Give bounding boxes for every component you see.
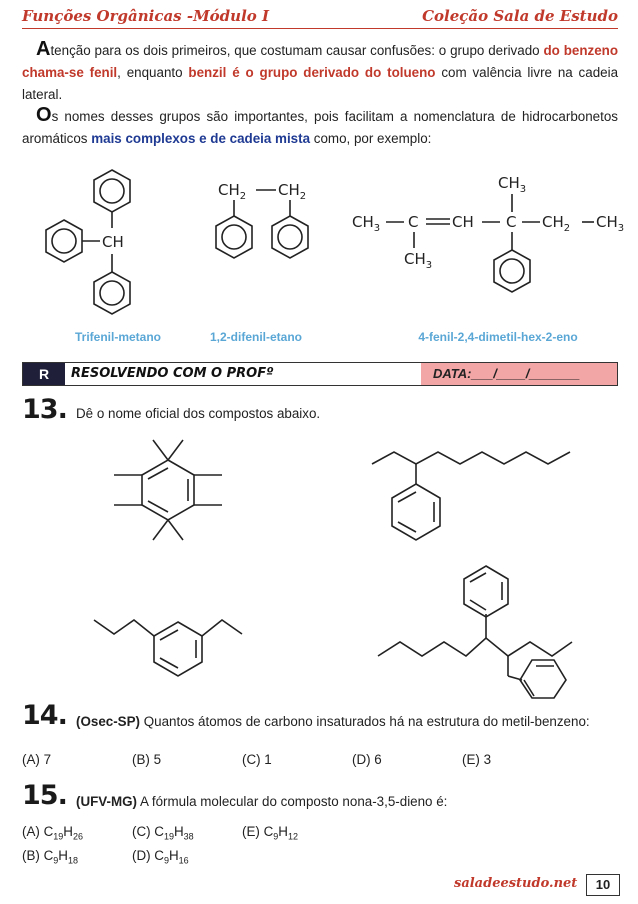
header-rule — [22, 28, 618, 29]
question-15-text — [76, 794, 447, 809]
option-e[interactable]: (E) $C_9H_{12}$ — [242, 824, 298, 842]
svg-text:CH: CH — [452, 213, 474, 231]
section-tag: R — [23, 363, 65, 385]
option-d[interactable]: (D) 6 — [352, 752, 382, 767]
question-15-source: (UFV-MG) — [76, 794, 137, 809]
caption-fenil-dimetil-hexeno: 4-fenil-2,4-dimetil-hex-2-eno — [418, 330, 578, 344]
question-13-structures — [22, 434, 622, 700]
footer-site: saladeestudo.net — [454, 876, 578, 891]
svg-text:CH3: $CH_3$ — [404, 250, 433, 271]
svg-text:CH2: $CH_2$ — [542, 213, 571, 234]
question-14-text — [22, 712, 618, 731]
svg-text:C: C — [506, 213, 517, 231]
text: com valência livre na cadeia lateral. — [22, 65, 619, 102]
example-structures — [22, 160, 625, 350]
option-c[interactable]: (C) 1 — [242, 752, 272, 767]
option-b[interactable]: (B) 5 — [132, 752, 162, 767]
section-bar — [22, 362, 618, 386]
question-15-number: 15. — [22, 780, 67, 811]
option-e[interactable]: (E) 3 — [462, 752, 492, 767]
option-a[interactable]: (A) 7 — [22, 752, 52, 767]
header-collection-title: Coleção Sala de Estudo — [422, 7, 618, 25]
text: s nomes desses grupos são importantes, pois facilitam a nomenclatura de hidrocarbonetos aromáticos — [22, 109, 618, 146]
ch-label: CH — [102, 233, 124, 251]
question-14-number: 14. — [22, 700, 67, 731]
drop-cap: O — [36, 104, 52, 126]
svg-text:CH3: $CH_3$ — [352, 213, 381, 234]
highlight-fenil: do benzeno chama-se fenil — [22, 43, 619, 80]
caption-difenil-etano: 1,2-difenil-etano — [209, 330, 302, 344]
option-b[interactable]: (B) $C_9H_{18}$ — [22, 848, 78, 866]
drop-cap: A — [36, 38, 51, 60]
intro-paragraph-1 — [22, 38, 618, 106]
text: como, por exemplo: — [310, 131, 432, 146]
question-13-text: Dê o nome oficial dos compostos abaixo. — [76, 406, 321, 421]
option-c[interactable]: (C) $C_{19}H_{38}$ — [132, 824, 194, 842]
svg-text:C: C — [408, 213, 419, 231]
section-title: RESOLVENDO COM O PROFº — [71, 366, 274, 381]
svg-text:CH3: $CH_3$ — [596, 213, 625, 234]
text: Quantos átomos de carbono insaturados há na estrutura do metil-benzeno: — [140, 714, 590, 729]
highlight-benzil: benzil é o grupo derivado do tolueno — [188, 65, 436, 80]
header-module-title: Funções Orgânicas -Módulo I — [22, 7, 270, 25]
text: tenção para os dois primeiros, que costumam causar confusões: o grupo derivado — [50, 43, 544, 58]
svg-text:CH3: $CH_3$ — [498, 174, 527, 195]
date-field: DATA:___/____/_______ — [421, 363, 617, 385]
question-13-number: 13. — [22, 394, 67, 425]
svg-text:CH2: $CH_2$ — [218, 181, 247, 202]
svg-text:CH2: $CH_2$ — [278, 181, 307, 202]
text: , enquanto — [117, 65, 189, 80]
option-a[interactable]: (A) $C_{19}H_{26}$ — [22, 824, 83, 842]
page-number: 10 — [586, 874, 620, 896]
text: A fórmula molecular do composto nona-3,5-dieno é: — [137, 794, 448, 809]
intro-paragraph-2 — [22, 104, 618, 150]
highlight-complex: mais complexos e de cadeia mista — [91, 131, 311, 146]
question-14-source: (Osec-SP) — [76, 714, 140, 729]
caption-trifenil-metano: Trifenil-metano — [74, 330, 161, 344]
option-d[interactable]: (D) $C_9H_{16}$ — [132, 848, 189, 866]
